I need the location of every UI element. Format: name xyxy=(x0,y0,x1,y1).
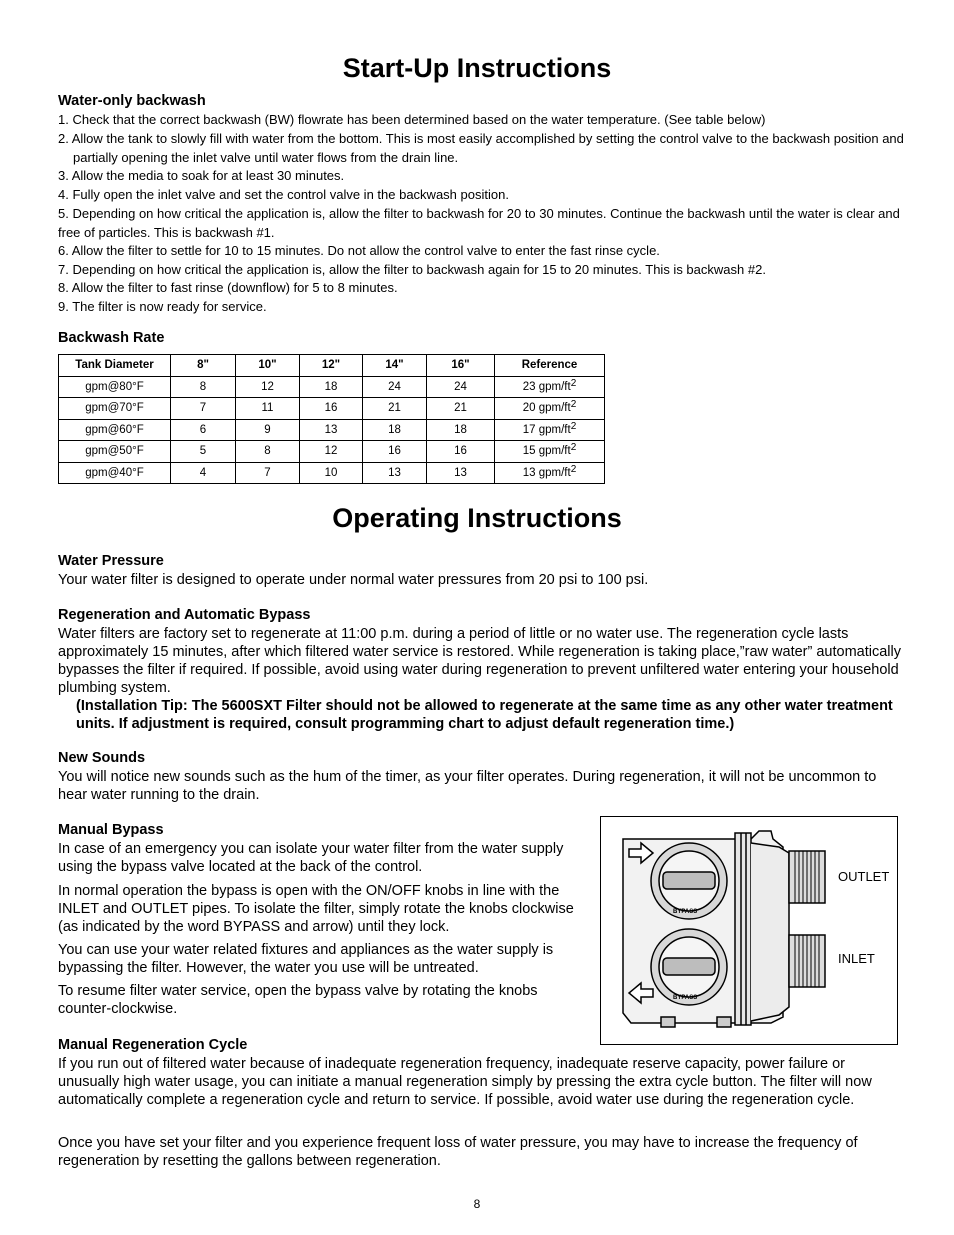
table-cell: 18 xyxy=(363,419,427,441)
manual-bypass-p2: In normal operation the bypass is open with the ON/OFF knobs in line with the INLET and OUTLET pipes. To isolate the filter, simply rotate the knobs clockwise (as indicated by the word BYPASS and arrow) until they lock. xyxy=(58,883,574,935)
table-cell: 7 xyxy=(236,462,300,484)
reference-value: 23 gpm/ft xyxy=(522,380,571,393)
table-cell: 13 xyxy=(300,419,363,441)
reference-cell xyxy=(495,462,605,484)
water-pressure-text: Your water filter is designed to operate under normal water pressures from 20 psi to 100 psi. xyxy=(58,572,649,588)
reference-value: 15 gpm/ft xyxy=(522,445,571,458)
table-row xyxy=(59,419,605,441)
operating-title: Operating Instructions xyxy=(332,503,622,533)
outlet-label: OUTLET xyxy=(838,869,890,884)
backwash-rate-table xyxy=(58,354,605,484)
table-cell: 8 xyxy=(236,441,300,463)
table-row xyxy=(59,398,605,420)
table-cell: 5 xyxy=(171,441,236,463)
reference-exponent: 2 xyxy=(570,463,577,475)
row-label: gpm@50°F xyxy=(59,441,171,463)
header-10in: 10" xyxy=(236,355,300,377)
table-cell: 16 xyxy=(427,441,495,463)
manual-regen-p2: Once you have set your filter and you experience frequent loss of water pressure, you may have to increase the frequency of regeneration by resetting the gallons between regeneration. xyxy=(58,1135,858,1169)
reference-exponent: 2 xyxy=(570,420,577,432)
reference-exponent: 2 xyxy=(570,442,577,454)
table-row xyxy=(59,462,605,484)
startup-title: Start-Up Instructions xyxy=(342,53,612,83)
water-only-heading: Water-only backwash xyxy=(58,93,206,109)
manual-bypass-p3: You can use your water related fixtures and appliances as the water supply is bypassing the filter. However, the water you use will be untreated. xyxy=(58,942,554,976)
water-pressure-heading: Water Pressure xyxy=(58,553,164,569)
table-cell: 12 xyxy=(300,441,363,463)
reference-exponent: 2 xyxy=(570,377,577,389)
table-cell: 7 xyxy=(171,398,236,420)
upper-knob-bypass-text: BYPASS xyxy=(673,909,698,915)
table-cell: 21 xyxy=(427,398,495,420)
step-4: 4. Fully open the inlet valve and set the control valve in the backwash position. xyxy=(58,187,509,202)
reference-exponent: 2 xyxy=(570,399,577,411)
new-sounds-heading: New Sounds xyxy=(58,750,146,766)
reference-cell xyxy=(495,441,605,463)
table-cell: 9 xyxy=(236,419,300,441)
row-label: gpm@60°F xyxy=(59,419,171,441)
table-cell: 16 xyxy=(363,441,427,463)
reference-cell xyxy=(495,376,605,398)
table-cell: 18 xyxy=(300,376,363,398)
reference-value: 17 gpm/ft xyxy=(522,423,571,436)
table-cell: 6 xyxy=(171,419,236,441)
installation-tip: (Installation Tip: The 5600SXT Filter should not be allowed to regenerate at the same time as any other water treatment units. If adjustment is required, consult programming chart to adjust default regeneration time.) xyxy=(76,698,893,732)
step-1: 1. Check that the correct backwash (BW) flowrate has been determined based on the water temperature. (See table below) xyxy=(58,112,766,127)
bypass-valve-diagram xyxy=(600,816,898,1045)
table-row xyxy=(59,376,605,398)
step-6: 6. Allow the filter to settle for 10 to 15 minutes. Do not allow the control valve to enter the fast rinse cycle. xyxy=(58,243,660,258)
table-cell: 4 xyxy=(171,462,236,484)
step-2: 2. Allow the tank to slowly fill with water from the bottom. This is most easily accomplished by setting the control valve to the backwash position and partially opening the inlet valve until water flows from the drain line. xyxy=(58,131,904,165)
reference-cell xyxy=(495,419,605,441)
regeneration-heading: Regeneration and Automatic Bypass xyxy=(58,607,311,623)
page-number: 8 xyxy=(473,1197,481,1211)
step-3: 3. Allow the media to soak for at least 30 minutes. xyxy=(58,168,345,183)
reference-cell xyxy=(495,398,605,420)
row-label: gpm@80°F xyxy=(59,376,171,398)
manual-regen-heading: Manual Regeneration Cycle xyxy=(58,1037,248,1053)
table-row xyxy=(59,441,605,463)
table-cell: 8 xyxy=(171,376,236,398)
table-cell: 11 xyxy=(236,398,300,420)
header-16in: 16" xyxy=(427,355,495,377)
lower-knob-bypass-text: BYPASS xyxy=(673,995,698,1001)
row-label: gpm@40°F xyxy=(59,462,171,484)
header-12in: 12" xyxy=(300,355,363,377)
manual-bypass-p4: To resume filter water service, open the bypass valve by rotating the knobs counter-clockwise. xyxy=(58,983,538,1017)
step-9: 9. The filter is now ready for service. xyxy=(58,299,267,314)
reference-value: 13 gpm/ft xyxy=(522,466,571,479)
step-8: 8. Allow the filter to fast rinse (downflow) for 5 to 8 minutes. xyxy=(58,280,398,295)
manual-regen-p1: If you run out of filtered water because of inadequate regeneration frequency, inadequate reserve capacity, power failure or unusually high water usage, you can initiate a manual regeneration simply by pressing the extra cycle button. The filter will now automatically complete a regeneration cycle and return to service. If possible, avoid water use during the regeneration cycle. xyxy=(58,1056,872,1108)
manual-bypass-p1: In case of an emergency you can isolate your water filter from the water supply using the bypass valve located at the back of the control. xyxy=(58,841,564,875)
step-5: 5. Depending on how critical the application is, allow the filter to backwash for 20 to 30 minutes. Continue the backwash until the water is clear and free of particles. This is backwash #1. xyxy=(58,206,900,240)
table-cell: 21 xyxy=(363,398,427,420)
header-14in: 14" xyxy=(363,355,427,377)
table-cell: 24 xyxy=(427,376,495,398)
manual-bypass-heading: Manual Bypass xyxy=(58,822,164,838)
row-label: gpm@70°F xyxy=(59,398,171,420)
inlet-label: INLET xyxy=(838,951,875,966)
table-cell: 13 xyxy=(363,462,427,484)
header-reference: Reference xyxy=(495,355,605,377)
table-header-row xyxy=(59,355,605,377)
table-cell: 12 xyxy=(236,376,300,398)
regeneration-text: Water filters are factory set to regenerate at 11:00 p.m. during a period of little or no water use. The regeneration cycle lasts approximately 15 minutes, after which filtered water service is restored. While regeneration is taking place,”raw water” automatically bypasses the filter if required. If possible, avoid using water during regeneration to prevent unfiltered water entering your household plumbing system. xyxy=(58,626,901,696)
step-7: 7. Depending on how critical the application is, allow the filter to backwash again for 15 to 20 minutes. This is backwash #2. xyxy=(58,262,766,277)
table-cell: 18 xyxy=(427,419,495,441)
header-8in: 8" xyxy=(171,355,236,377)
header-tank-diameter: Tank Diameter xyxy=(59,355,171,377)
table-cell: 24 xyxy=(363,376,427,398)
backwash-heading: Backwash Rate xyxy=(58,330,165,346)
table-cell: 13 xyxy=(427,462,495,484)
bypass-valve-illustration xyxy=(601,817,897,1044)
reference-value: 20 gpm/ft xyxy=(522,402,571,415)
table-cell: 10 xyxy=(300,462,363,484)
new-sounds-text: You will notice new sounds such as the hum of the timer, as your filter operates. During regeneration, it will not be uncommon to hear water running to the drain. xyxy=(58,769,877,803)
table-cell: 16 xyxy=(300,398,363,420)
